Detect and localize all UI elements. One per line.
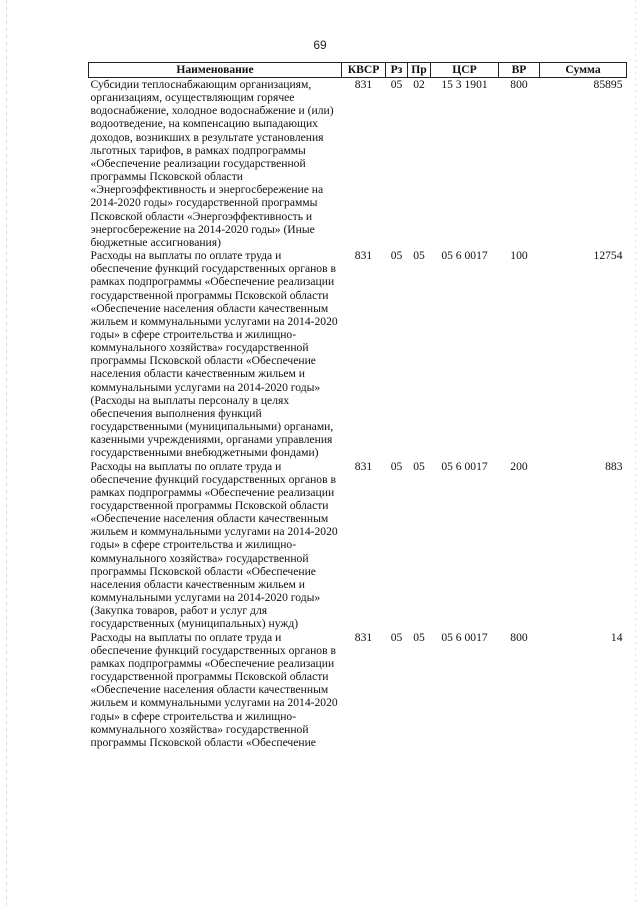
row-sum: 14 — [610, 630, 623, 644]
row-name: Субсидии теплоснабжающим организациям, организациям, осуществляющим горячее водоснабжение, холодное водоснабжение и (или) водоотведение, на компенсацию выпадающих доходов, возникших в результате установления льготных тарифов, в рамках подпрограммы «Обеспечение реализации государственной программы Псковской области «Энергоэффективность и энергосбережение на 2014-2020 годы» государственной программы Псковской области «Энергоэффективность и энергосбережение на 2014-2020 годы» (Иные бюджетные ассигнования) — [90, 78, 334, 249]
header-name: Наименование — [89, 63, 342, 78]
row-kvsr: 831 — [354, 249, 373, 263]
row-name: Расходы на выплаты по оплате труда и обеспечение функций государственных органов в рамках подпрограммы «Обеспечение реализации государственной программы Псковской области «Обеспечение населения области качественным жильем и коммунальными услугами на 2014-2020 годы» в сфере строительства и жилищно-коммунального хозяйства» государственной программы Псковской области «Обеспечение населения области качественным жильем и коммунальными услугами на 2014-2020 годы» (Расходы на выплаты персоналу в целях обеспечения выполнения функций государственными (муниципальными) органами, казенными учреждениями, органами управления государственными внебюджетными фондами) — [90, 249, 338, 460]
table-header-row — [89, 63, 627, 78]
table-row — [89, 631, 627, 749]
header-csr: ЦСР — [431, 63, 499, 78]
header-pr: Пр — [408, 63, 431, 78]
row-pr: 05 — [413, 459, 425, 473]
row-csr: 15 3 1901 — [441, 78, 488, 91]
row-name: Расходы на выплаты по оплате труда и обеспечение функций государственных органов в рамках подпрограммы «Обеспечение реализации государственной программы Псковской области «Обеспечение населения области качественным жильем и коммунальными услугами на 2014-2020 годы» в сфере строительства и жилищно-коммунального хозяйства» государственной программы Псковской области «Обеспечение населения области качественным жильем и коммунальными услугами на 2014-2020 годы» (Закупка товаров, работ и услуг для государственных (муниципальных) нужд) — [90, 459, 338, 631]
table-row — [89, 249, 627, 460]
table-row — [89, 78, 627, 250]
row-vr: 800 — [510, 630, 528, 644]
scan-edge-right — [635, 0, 636, 905]
budget-table — [88, 62, 627, 749]
row-sum: 883 — [605, 459, 623, 473]
row-name: Расходы на выплаты по оплате труда и обеспечение функций государственных органов в рамках подпрограммы «Обеспечение реализации государственной программы Псковской области «Обеспечение населения области качественным жильем и коммунальными услугами на 2014-2020 годы» в сфере строительства и жилищно-коммунального хозяйства» государственной программы Псковской области «Обеспечение — [90, 630, 338, 749]
row-rz: 05 — [390, 459, 403, 473]
header-sum: Сумма — [540, 63, 627, 78]
row-kvsr: 831 — [354, 78, 373, 91]
row-vr: 100 — [510, 249, 528, 263]
row-sum: 12754 — [593, 249, 623, 263]
row-sum: 85895 — [593, 78, 623, 91]
row-csr: 05 6 0017 — [441, 630, 488, 644]
row-csr: 05 6 0017 — [441, 459, 488, 473]
row-pr: 05 — [413, 630, 425, 644]
row-pr: 05 — [413, 249, 425, 263]
row-rz: 05 — [390, 630, 403, 644]
row-vr: 800 — [510, 78, 528, 91]
row-kvsr: 831 — [354, 459, 373, 473]
row-rz: 05 — [390, 78, 403, 91]
row-pr: 02 — [413, 78, 425, 91]
header-rz: Рз — [386, 63, 408, 78]
row-csr: 05 6 0017 — [441, 249, 488, 263]
row-rz: 05 — [390, 249, 403, 263]
scan-edge-left — [6, 0, 7, 905]
table-row — [89, 460, 627, 631]
row-kvsr: 831 — [354, 630, 373, 644]
page-number: 69 — [313, 38, 327, 52]
row-vr: 200 — [510, 459, 528, 473]
header-kvsr: КВСР — [342, 63, 386, 78]
header-vr: ВР — [499, 63, 540, 78]
